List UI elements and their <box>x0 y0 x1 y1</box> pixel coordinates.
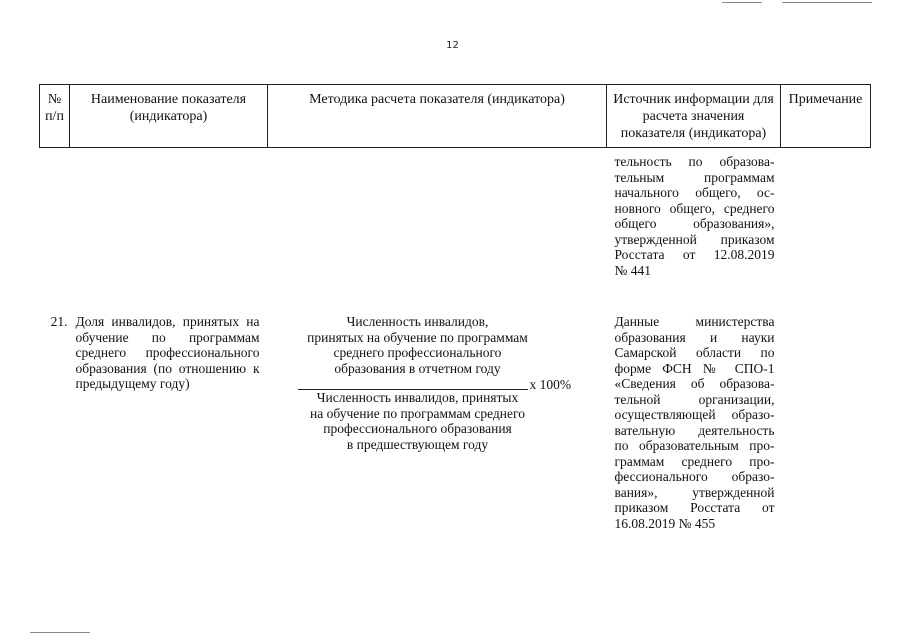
header-num: № п/п <box>40 85 70 148</box>
bottom-edge-line <box>30 632 90 633</box>
header-note: Примечание <box>781 85 871 148</box>
continued-row <box>40 148 871 279</box>
header-name: Наименование показателя (индикатора) <box>70 85 268 148</box>
top-edge-line <box>722 2 762 3</box>
continued-source-text: тельность по образова- тельным программам начального общего, ос- новного общего, среднего общего образования», утвержденной приказом Росстата от 12.08.2019 № 441 <box>614 154 775 278</box>
header-method: Методика расчета показателя (индикатора) <box>268 85 607 148</box>
multiplier: х 100% <box>529 377 572 392</box>
note-cell <box>781 314 871 531</box>
fraction-line <box>272 376 603 390</box>
fraction-bar <box>298 389 528 390</box>
formula <box>272 314 603 452</box>
continued-source-cell <box>607 148 781 279</box>
indicator-name: Доля инвалидов, принятых на обучение по программам среднего профессионального образования (по отношению к предыдущему году) <box>75 314 260 391</box>
source-text: Данные министерства образования и науки Самарской области по форме ФСН № СПО-1 «Сведения об образова- тельной организации, осуществляющей образо- вательную деятельность по образовательным про- граммам среднего про- фессионального образо- вания», утвержденной приказом Росстата от 16.08.2019 № 455 <box>614 314 775 531</box>
page-number: 12 <box>446 40 459 51</box>
table-row <box>40 314 871 531</box>
formula-numerator: Численность инвалидов, принятых на обучение по программам среднего профессионального образования в отчетном году <box>307 314 528 376</box>
formula-denominator: Численность инвалидов, принятых на обучение по программам среднего профессионального образования в предшествующем году <box>310 390 525 452</box>
method-cell <box>268 314 607 531</box>
top-edge-line-2 <box>782 2 872 3</box>
indicator-table <box>39 84 871 531</box>
header-source: Источник информации для расчета значения показателя (индикатора) <box>607 85 781 148</box>
row-number: 21. <box>50 314 68 329</box>
source-cell <box>607 314 781 531</box>
table-header-row <box>40 85 871 148</box>
